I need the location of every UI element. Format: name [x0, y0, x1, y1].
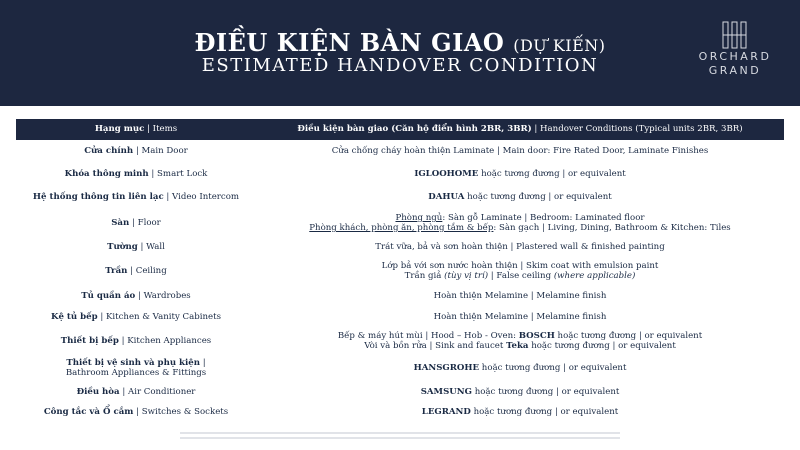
table-row-kitchen-appliances	[16, 328, 784, 354]
condition-cell: DAHUA hoặc tương đương | or equivalent	[428, 192, 612, 202]
item-cell: Sàn | Floor	[111, 218, 161, 228]
table-row-air-conditioner	[16, 382, 784, 402]
condition-cell: IGLOOHOME hoặc tương đương | or equivalent	[414, 169, 626, 179]
item-cell: Khóa thông minh | Smart Lock	[64, 169, 208, 179]
condition-cell: Cửa chống cháy hoàn thiện Laminate | Main door: Fire Rated Door, Laminate Finishes	[331, 146, 709, 156]
logo-text-grand: GRAND	[708, 64, 762, 77]
page-title-vn: ĐIỀU KIỆN BÀN GIAO (DỰ KIẾN)	[194, 28, 606, 57]
table-row-kitchen-cabinets	[16, 306, 784, 328]
logo-monogram-icon	[720, 20, 750, 50]
table-row-wardrobes	[16, 286, 784, 306]
condition-cell: Trát vữa, bả và sơn hoàn thiện | Plastered wall & finished painting	[375, 242, 665, 252]
orchard-grand-logo	[690, 20, 780, 78]
item-cell: Tường | Wall	[107, 242, 165, 252]
handover-table	[16, 119, 784, 422]
table-row-bathroom-appliances	[16, 354, 784, 382]
condition-cell: Bếp & máy hút mùi | Hood – Hob - Oven: BOSCH hoặc tương đương | or equivalent Vòi và bồn rửa | Sink and faucet Teka hoặc tương đương | or equivalent	[337, 331, 703, 351]
condition-cell: Phòng ngủ: Sàn gỗ Laminate | Bedroom: Laminated floor Phòng khách, phòng ăn, phòng tắm & bếp: Sàn gạch | Living, Dining, Bathroom & Kitchen: Tiles	[309, 213, 731, 233]
item-cell: Cửa chính | Main Door	[84, 146, 188, 156]
table-header	[16, 119, 784, 140]
logo-text-orchard: ORCHARD	[698, 50, 772, 63]
footer-disclaimer	[180, 432, 620, 442]
page-title-en: ESTIMATED HANDOVER CONDITION	[201, 55, 599, 76]
item-cell: Điều hòa | Air Conditioner	[76, 387, 196, 397]
condition-cell: Hoàn thiện Melamine | Melamine finish	[433, 312, 607, 322]
table-row-video-intercom	[16, 186, 784, 208]
title-vn-subtitle: (DỰ KIẾN)	[513, 36, 606, 55]
header-banner	[0, 0, 800, 106]
item-cell: Hệ thống thông tin liên lạc | Video Intercom	[32, 192, 240, 202]
header-items: Hạng mục | Items	[94, 124, 178, 134]
condition-cell: HANSGROHE hoặc tương đương | or equivalent	[413, 363, 627, 373]
table-row-smart-lock	[16, 162, 784, 186]
table-row-floor	[16, 208, 784, 238]
condition-cell: LEGRAND hoặc tương đương | or equivalent	[421, 407, 619, 417]
header-conditions: Điều kiện bàn giao (Căn hộ điển hình 2BR, 3BR) | Handover Conditions (Typical units 2BR, 3BR)	[297, 124, 743, 134]
condition-cell: Hoàn thiện Melamine | Melamine finish	[433, 291, 607, 301]
table-row-wall	[16, 238, 784, 256]
table-row-ceiling	[16, 256, 784, 286]
item-cell: Trần | Ceiling	[105, 266, 167, 276]
item-cell: Thiết bị bếp | Kitchen Appliances	[60, 336, 212, 346]
item-cell: Tủ quần áo | Wardrobes	[81, 291, 191, 301]
table-row-switches-sockets	[16, 402, 784, 422]
item-cell: Công tắc và Ổ cắm | Switches & Sockets	[43, 407, 229, 417]
item-cell: Kệ tủ bếp | Kitchen & Vanity Cabinets	[51, 312, 221, 322]
item-cell: Thiết bị vệ sinh và phụ kiện | Bathroom Appliances & Fittings	[65, 358, 207, 378]
table-row-main-door	[16, 140, 784, 162]
condition-cell: SAMSUNG hoặc tương đương | or equivalent	[420, 387, 620, 397]
condition-cell: Lớp bả với sơn nước hoàn thiện | Skim coat with emulsion paint Trần giả (tùy vị trí) | False ceiling (where applicable)	[381, 261, 659, 281]
